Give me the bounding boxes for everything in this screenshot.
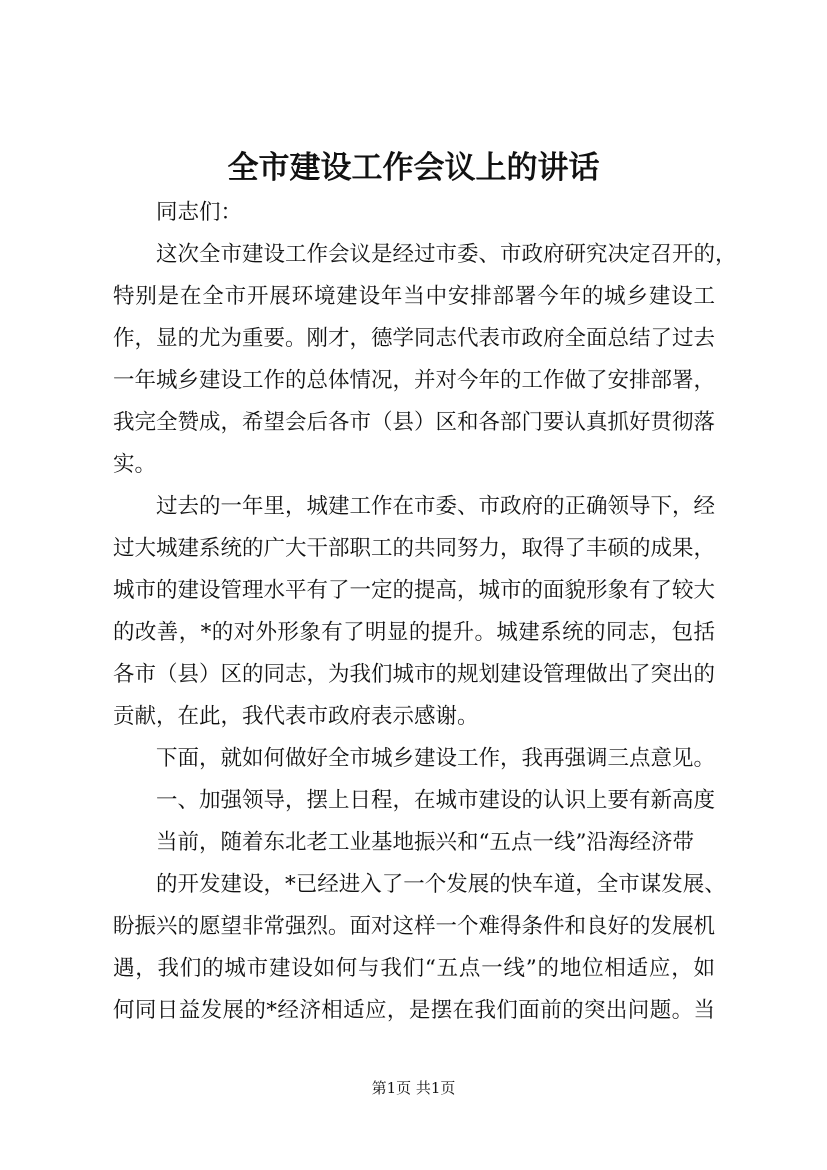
section-heading: 一、加强领导，摆上日程，在城市建设的认识上要有新高度 bbox=[156, 788, 716, 813]
text-line: 一年城乡建设工作的总体情况，并对今年的工作做了安排部署， bbox=[113, 368, 716, 393]
text-line: 城市的建设管理水平有了一定的提高，城市的面貌形象有了较大 bbox=[113, 578, 716, 603]
text-line: 遇，我们的城市建设如何与我们“五点一线”的地位相适应，如 bbox=[113, 956, 715, 981]
text-line-salutation: 同志们： bbox=[156, 200, 243, 225]
page-footer: 第1页 共1页 bbox=[371, 1079, 456, 1097]
text-line: 这次全市建设工作会议是经过市委、市政府研究决定召开的， bbox=[156, 242, 737, 267]
text-line: 作，显的尤为重要。刚才，德学同志代表市政府全面总结了过去 bbox=[113, 326, 716, 351]
text-line: 过去的一年里，城建工作在市委、市政府的正确领导下，经 bbox=[156, 494, 716, 519]
text-line: 何同日益发展的*经济相适应，是摆在我们面前的突出问题。当 bbox=[113, 998, 715, 1023]
text-line: 下面，就如何做好全市城乡建设工作，我再强调三点意见。 bbox=[156, 746, 716, 771]
text-line: 当前，随着东北老工业基地振兴和“五点一线”沿海经济带 bbox=[156, 830, 694, 855]
text-line: 的改善，*的对外形象有了明显的提升。城建系统的同志，包括 bbox=[113, 620, 715, 645]
text-line: 盼振兴的愿望非常强烈。面对这样一个难得条件和良好的发展机 bbox=[113, 914, 716, 939]
text-line: 我完全赞成，希望会后各市（县）区和各部门要认真抓好贯彻落 bbox=[113, 410, 716, 435]
text-line: 过大城建系统的广大干部职工的共同努力，取得了丰硕的成果， bbox=[113, 536, 716, 561]
text-line: 的开发建设，*已经进入了一个发展的快车道，全市谋发展、 bbox=[156, 872, 726, 897]
text-line: 各市（县）区的同志，为我们城市的规划建设管理做出了突出的 bbox=[113, 662, 716, 687]
text-line: 贡献，在此，我代表市政府表示感谢。 bbox=[113, 704, 479, 729]
document-title: 全市建设工作会议上的讲话 bbox=[227, 150, 600, 186]
text-line: 实。 bbox=[113, 452, 157, 477]
text-line: 特别是在全市开展环境建设年当中安排部署今年的城乡建设工 bbox=[113, 284, 715, 309]
